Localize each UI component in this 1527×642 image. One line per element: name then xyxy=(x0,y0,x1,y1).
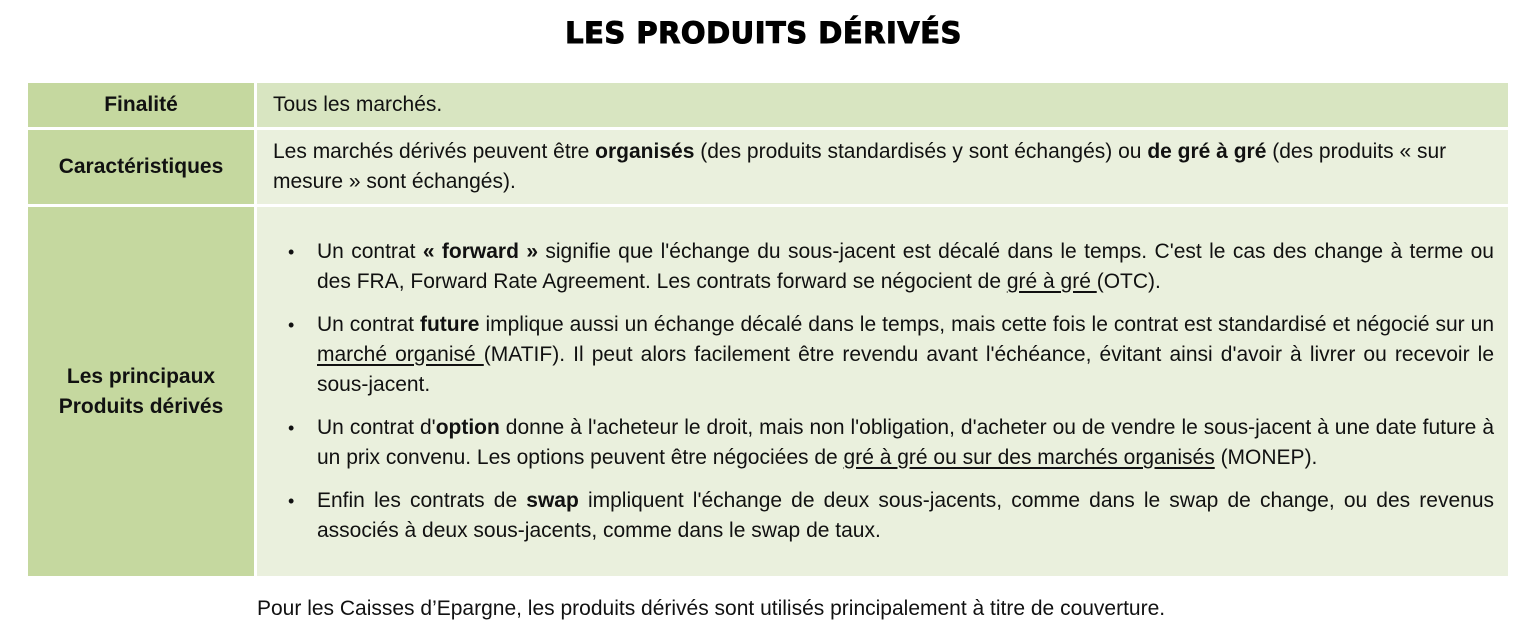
footnote: Pour les Caisses d’Epargne, les produits dérivés sont utilisés principalement à titre de couverture. xyxy=(257,597,1166,620)
text-segment: donne à l'acheteur le droit, mais non l'obligation, d'acheter ou de vendre le sous-jacent à une date future à un prix convenu. Les options peuvent être négociées de xyxy=(317,416,1494,469)
text-segment: (OTC). xyxy=(1096,270,1161,293)
text-segment: Un contrat xyxy=(317,313,420,336)
label-line: Produits dérivés xyxy=(58,394,224,418)
row-label-finalite: Finalité xyxy=(28,83,256,129)
bold-term: « forward » xyxy=(422,240,538,263)
product-list xyxy=(273,237,1494,546)
bold-term: future xyxy=(419,313,480,336)
text-segment: signifie que l'échange du sous-jacent est décalé dans le temps. C'est le cas des change à terme ou des FRA, Forward Rate Agreement. Les contrats forward se négocient de xyxy=(317,240,1494,293)
bullet-icon: • xyxy=(288,491,295,511)
list-item-swap xyxy=(273,486,1494,546)
page-title: LES PRODUITS DÉRIVÉS xyxy=(565,16,962,50)
bold-term-organises: organisés xyxy=(595,140,695,163)
text-segment: (des produits « sur mesure » sont échangés). xyxy=(273,140,1447,193)
row-label-principaux xyxy=(28,206,256,577)
label-line: Les principaux xyxy=(66,364,216,388)
list-item-option xyxy=(273,413,1494,473)
bold-term: option xyxy=(435,416,500,439)
table-row-finalite xyxy=(28,83,1508,129)
underlined-term: gré à gré xyxy=(1006,270,1097,293)
bullet-icon: • xyxy=(288,242,295,262)
bullet-icon: • xyxy=(288,315,295,335)
row-value-principaux xyxy=(256,206,1509,577)
derivatives-table xyxy=(28,83,1508,576)
underlined-term: marché organisé xyxy=(317,343,484,366)
row-label-caracteristiques: Caractéristiques xyxy=(28,129,256,206)
bullet-icon: • xyxy=(288,418,295,438)
table-row-principaux xyxy=(28,206,1508,577)
text-segment: Un contrat d' xyxy=(317,416,436,439)
text-segment: (des produits standardisés y sont échangés) ou xyxy=(694,140,1148,163)
text-segment: (MATIF). Il peut alors facilement être revendu avant l'échéance, évitant ainsi d'avoir à livrer ou recevoir le sous-jacent. xyxy=(317,343,1495,396)
table-row-caracteristiques xyxy=(28,129,1508,206)
text-segment: implique aussi un échange décalé dans le temps, mais cette fois le contrat est standardisé et négocié sur un xyxy=(479,313,1494,336)
list-item-future xyxy=(273,310,1494,400)
bold-term-gre-a-gre: de gré à gré xyxy=(1147,140,1267,163)
text-segment: Un contrat xyxy=(317,240,423,263)
underlined-term: gré à gré ou sur des marchés organisés xyxy=(843,446,1215,469)
text-segment: Enfin les contrats de xyxy=(317,489,527,512)
text-segment: Les marchés dérivés peuvent être xyxy=(273,140,596,163)
bold-term: swap xyxy=(526,489,579,512)
list-item-forward xyxy=(273,237,1494,297)
row-value-caracteristiques xyxy=(256,129,1509,206)
text-segment: (MONEP). xyxy=(1214,446,1318,469)
row-value-finalite: Tous les marchés. xyxy=(256,83,1509,129)
text-segment: impliquent l'échange de deux sous-jacents, comme dans le swap de change, ou des revenus associés à deux sous-jacents, comme dans le swap de taux. xyxy=(317,489,1494,542)
